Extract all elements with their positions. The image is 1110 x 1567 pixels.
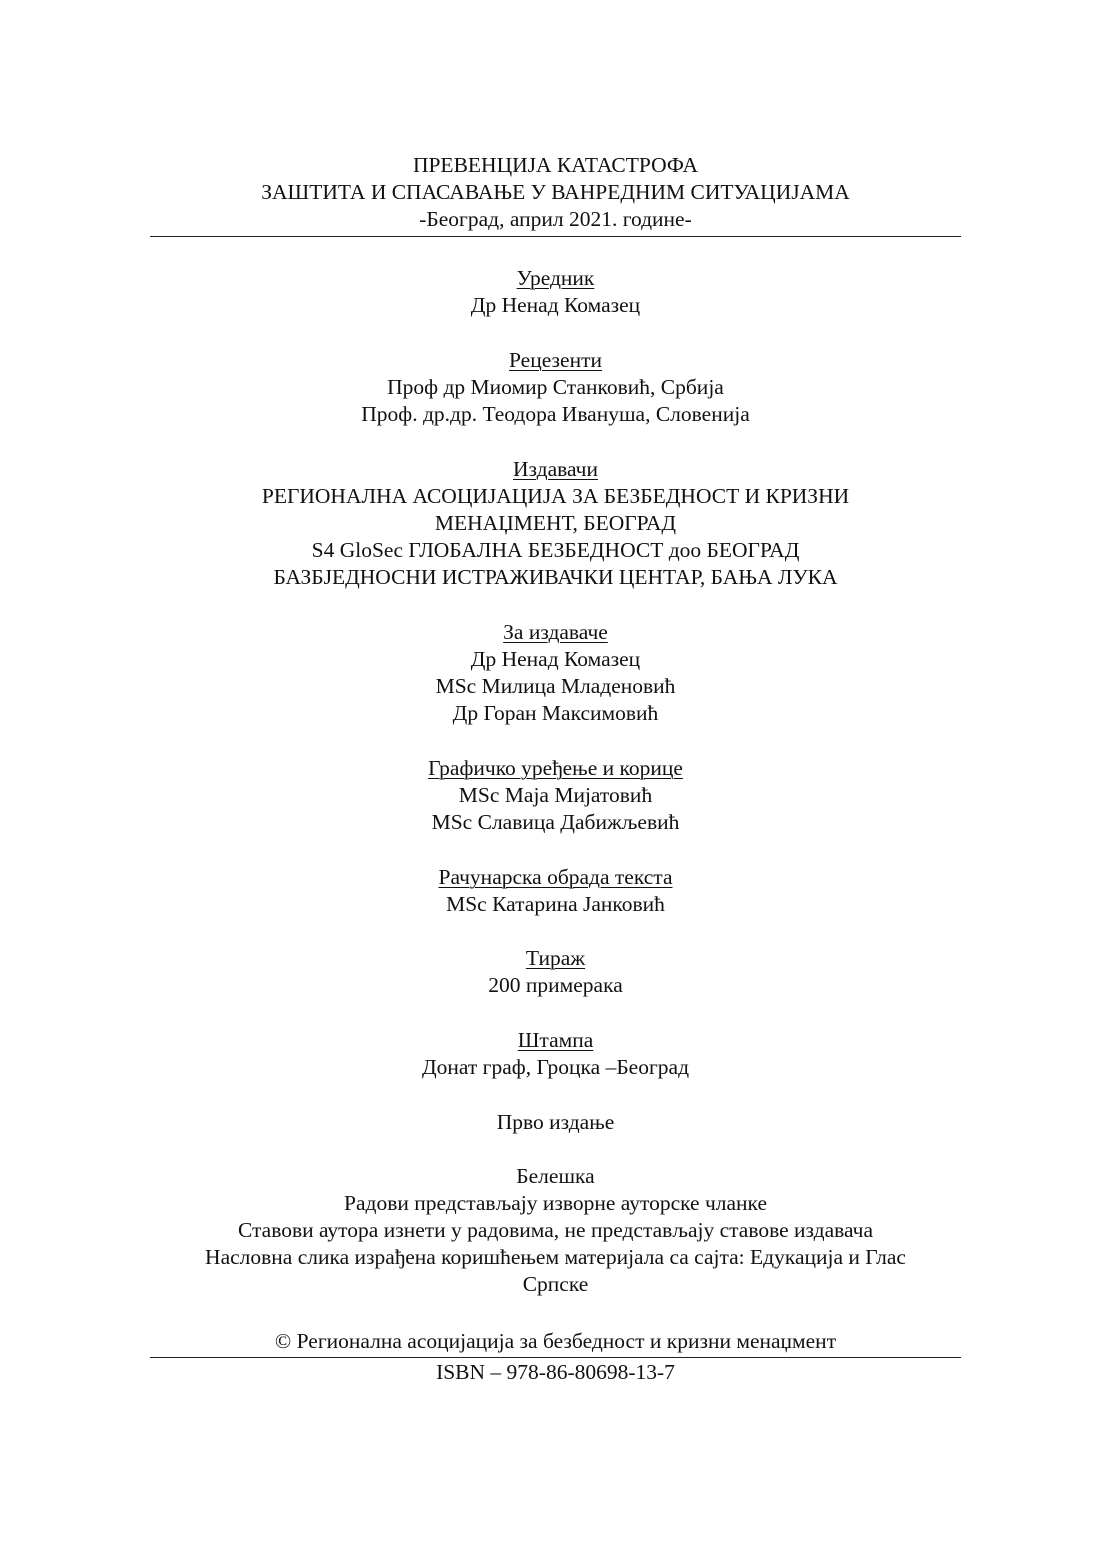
copyright-text: © Регионална асоцијација за безбедност и кризни менаџмент: [274, 1329, 837, 1353]
edition-text: Прво издање: [496, 1110, 615, 1134]
printing-value: Донат граф, Гроцка –Београд: [421, 1055, 690, 1079]
publisher-line: S4 GloSec ГЛОБАЛНА БЕЗБЕДНОСТ доо БЕОГРАД: [311, 538, 800, 562]
note-heading: Белешка: [516, 1164, 595, 1188]
isbn-text: ISBN – 978-86-80698-13-7: [436, 1360, 675, 1384]
note-line: Српске: [522, 1272, 589, 1296]
note-line: Радови представљају изворне ауторске чланке: [344, 1191, 767, 1215]
publisher-line: РЕГИОНАЛНА АСОЦИЈАЦИЈА ЗА БЕЗБЕДНОСТ И КРИЗНИ: [261, 484, 850, 508]
reviewers-heading: Рецезенти: [509, 348, 602, 372]
editor-name: Др Ненад Комазец: [470, 293, 641, 317]
editor-heading: Уредник: [516, 266, 595, 290]
header-divider: [150, 236, 961, 237]
for-publishers-heading: За издаваче: [503, 620, 608, 644]
printing-heading: Штампа: [517, 1028, 594, 1052]
for-publishers-name: Др Ненад Комазец: [470, 647, 641, 671]
graphic-design-heading: Графичко уређење и корице: [428, 756, 683, 780]
reviewer-name: Проф. др.др. Теодора Ивануша, Словенија: [361, 402, 750, 426]
title-line-2: ЗАШТИТА И СПАСАВАЊЕ У ВАНРЕДНИМ СИТУАЦИЈАМА: [261, 180, 850, 204]
place-date: -Београд, април 2021. године-: [419, 207, 692, 231]
imprint-page: [150, 0, 961, 1567]
footer-divider: [150, 1357, 961, 1358]
print-run-heading: Тираж: [525, 946, 586, 970]
title-line-1: ПРЕВЕНЦИЈА КАТАСТРОФА: [412, 153, 699, 177]
for-publishers-name: MSc Милица Младеновић: [435, 674, 676, 698]
note-line: Ставови аутора изнети у радовима, не представљају ставове издавача: [237, 1218, 874, 1242]
graphic-design-name: MSc Славица Дабижљевић: [431, 810, 680, 834]
for-publishers-name: Др Горан Максимовић: [452, 701, 659, 725]
reviewer-name: Проф др Миомир Станковић, Србија: [387, 375, 724, 399]
print-run-value: 200 примерака: [488, 973, 623, 997]
publisher-line: МЕНАЏМЕНТ, БЕОГРАД: [434, 511, 677, 535]
publishers-heading: Издавачи: [513, 457, 598, 481]
typesetting-heading: Рачунарска обрада текста: [438, 865, 673, 889]
note-line: Насловна слика израђена коришћењем материјала са сајта: Едукација и Глас: [205, 1245, 906, 1269]
publisher-line: БАЗБЈЕДНОСНИ ИСТРАЖИВАЧКИ ЦЕНТАР, БАЊА ЛУКА: [273, 565, 838, 589]
graphic-design-name: MSc Маја Мијатовић: [458, 783, 653, 807]
typesetting-name: MSc Катарина Јанковић: [446, 892, 665, 916]
